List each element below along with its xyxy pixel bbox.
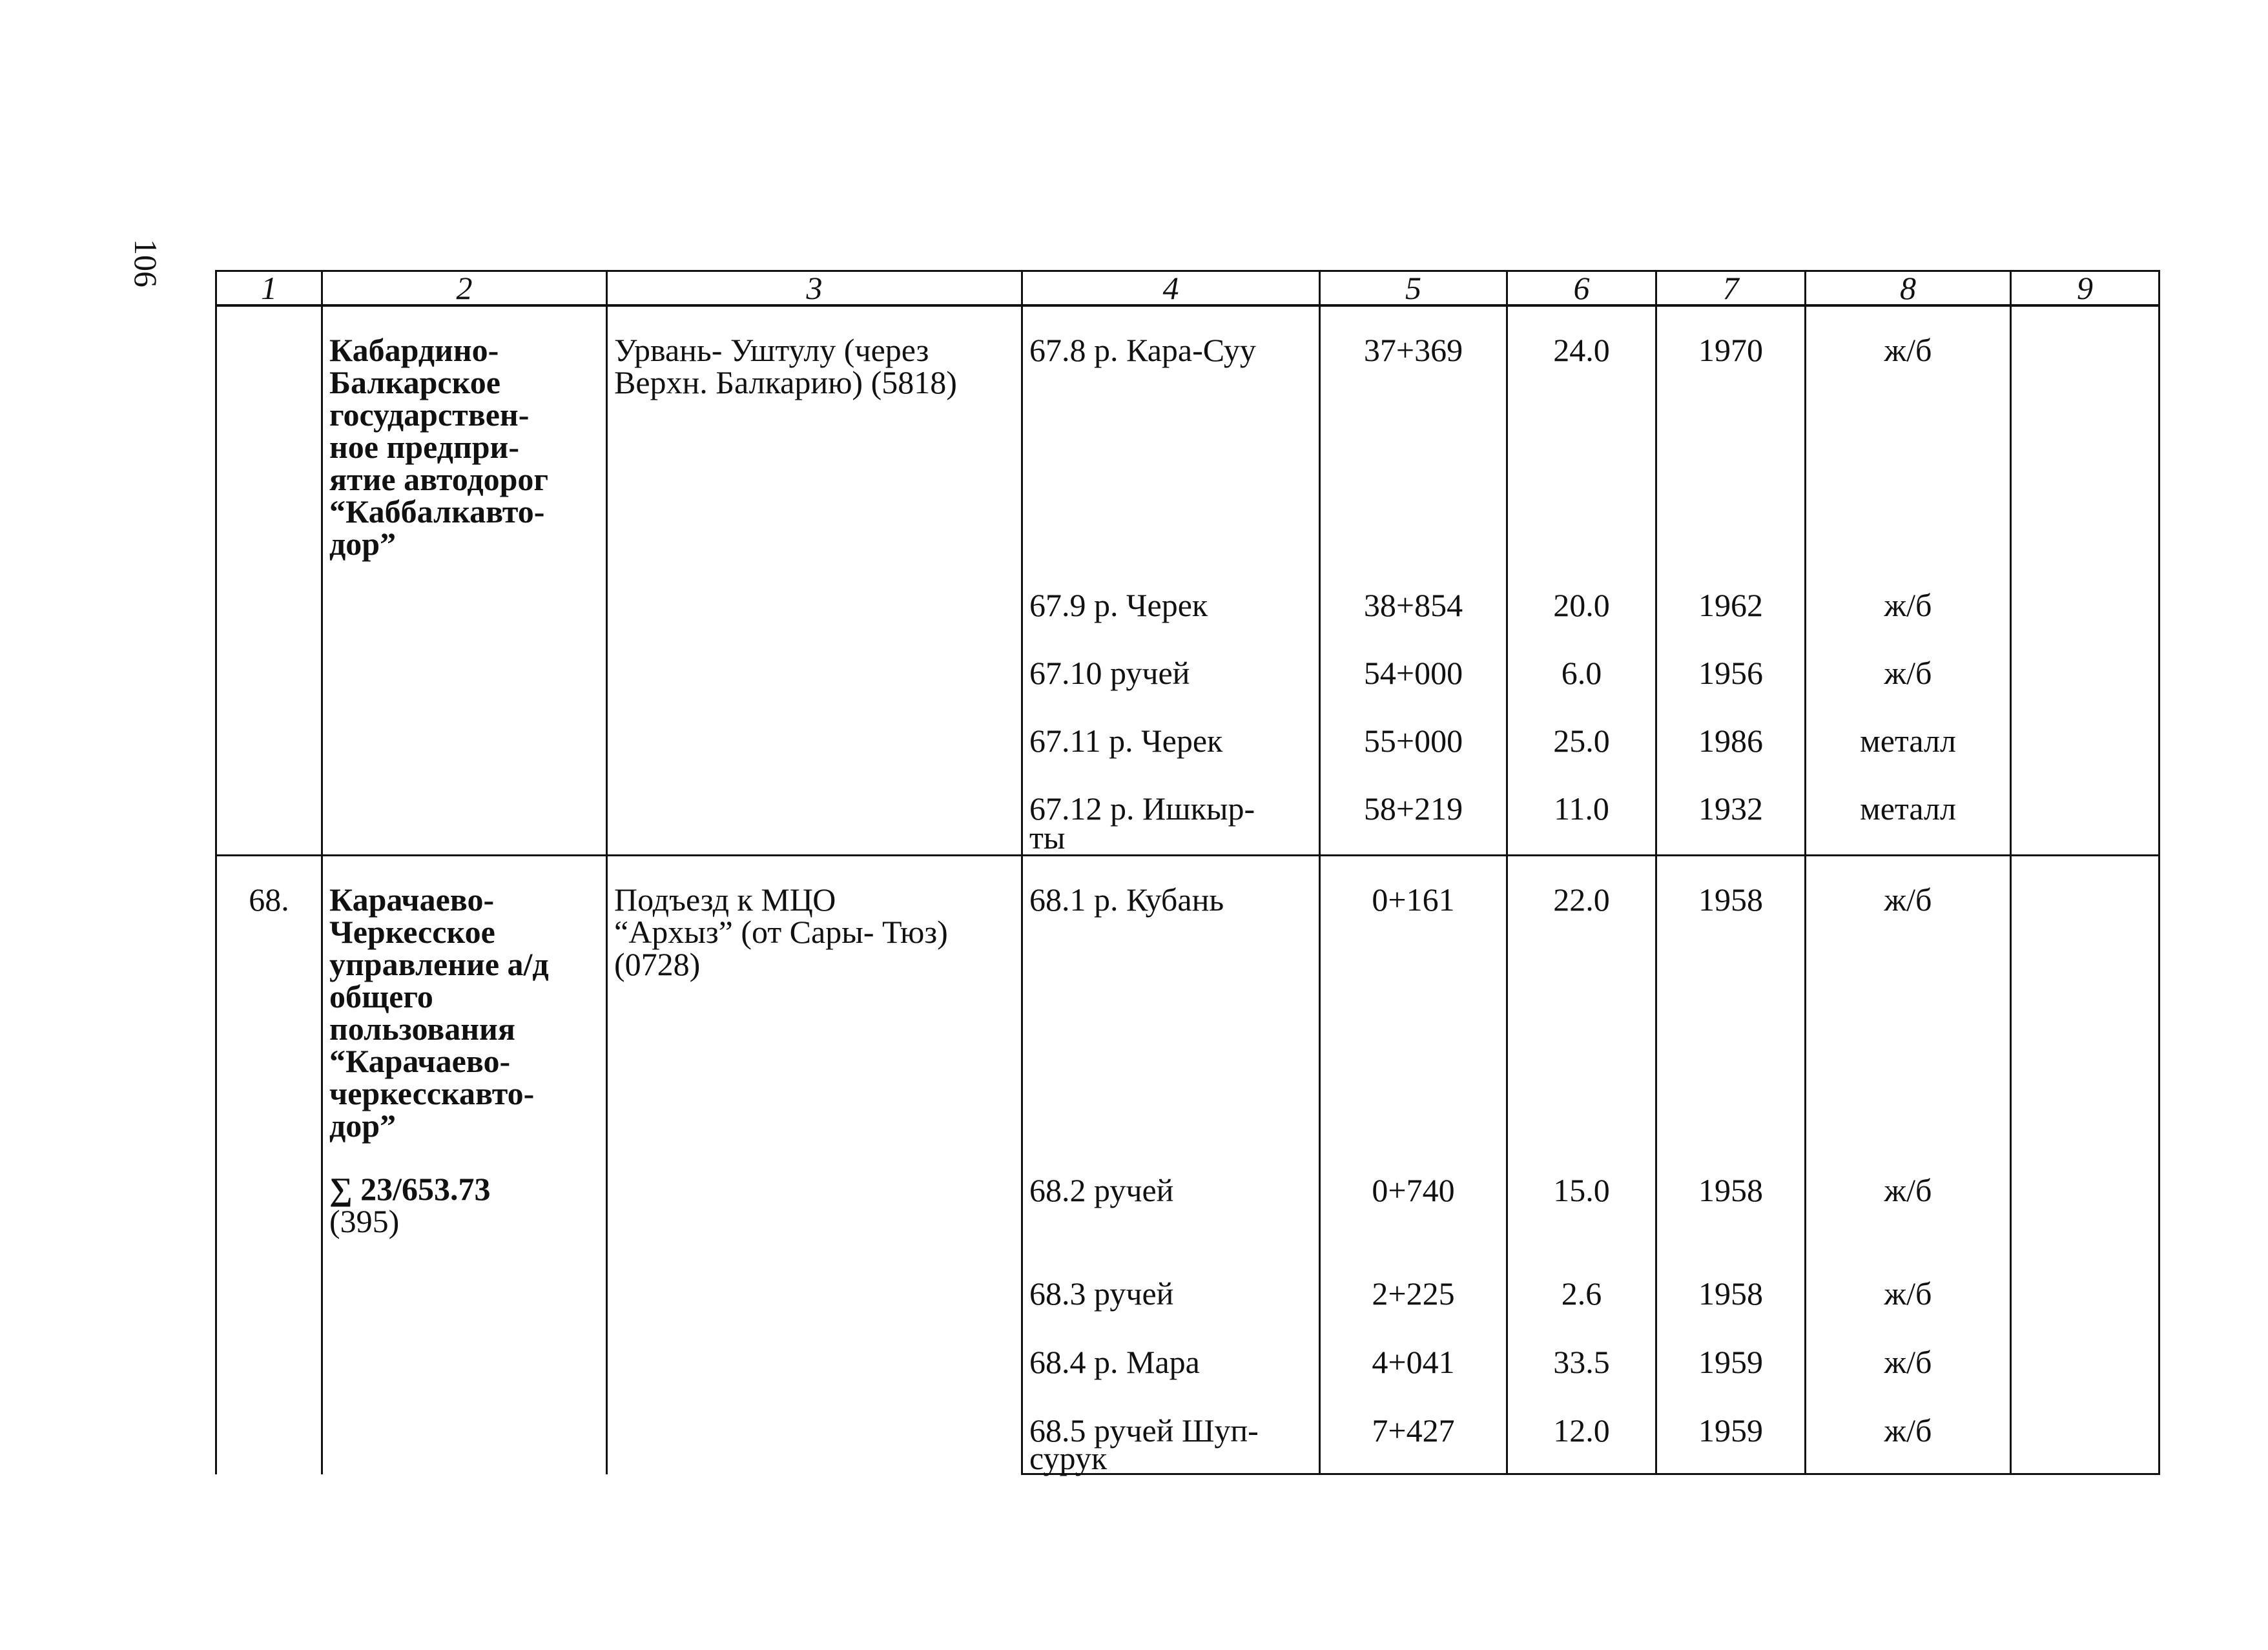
bridge-name: 67.11 р. Черек — [1022, 712, 1320, 779]
bridge-material: ж/б — [1806, 305, 2011, 576]
group-number — [216, 305, 322, 855]
bridge-col9 — [2011, 644, 2160, 712]
bridge-year: 1962 — [1656, 576, 1806, 644]
header-col-4: 4 — [1022, 271, 1320, 306]
bridge-col9 — [2011, 305, 2160, 576]
bridge-col9 — [2011, 712, 2160, 779]
bridge-col9 — [2011, 1161, 2160, 1264]
bridge-material: металл — [1806, 712, 2011, 779]
header-col-9: 9 — [2011, 271, 2160, 306]
bridge-name: 68.2 ручей — [1022, 1161, 1320, 1264]
header-col-6: 6 — [1507, 271, 1656, 306]
bridge-km: 0+161 — [1320, 855, 1507, 1161]
road-line: “Архыз” (от Сары- Тюз) — [614, 913, 948, 950]
group-number: 68. — [216, 855, 322, 1474]
bridge-length: 2.6 — [1507, 1264, 1656, 1333]
bridge-material: металл — [1806, 779, 2011, 855]
bridge-km: 2+225 — [1320, 1264, 1507, 1333]
header-col-3: 3 — [607, 271, 1022, 306]
bridge-year: 1932 — [1656, 779, 1806, 855]
bridge-col9 — [2011, 1264, 2160, 1333]
bridge-year: 1986 — [1656, 712, 1806, 779]
bridge-year: 1959 — [1656, 1401, 1806, 1474]
bridge-material: ж/б — [1806, 855, 2011, 1161]
road-cell — [607, 305, 1022, 855]
bridge-material: ж/б — [1806, 576, 2011, 644]
bridge-km: 55+000 — [1320, 712, 1507, 779]
bridge-name: 67.12 р. Ишкыр- ты — [1022, 779, 1320, 855]
bridge-length: 24.0 — [1507, 305, 1656, 576]
header-row — [216, 271, 2160, 306]
bridge-length: 33.5 — [1507, 1333, 1656, 1401]
bridge-length: 11.0 — [1507, 779, 1656, 855]
bridge-km: 0+740 — [1320, 1161, 1507, 1264]
bridge-name: 68.4 р. Мара — [1022, 1333, 1320, 1401]
road-line: (0728) — [614, 945, 701, 982]
bridge-year: 1958 — [1656, 1161, 1806, 1264]
bridge-col9 — [2011, 1333, 2160, 1401]
bridge-km: 38+854 — [1320, 576, 1507, 644]
organization-cell — [322, 855, 607, 1474]
organization-cell — [322, 305, 607, 855]
road-cell — [607, 855, 1022, 1474]
header-col-5: 5 — [1320, 271, 1507, 306]
bridge-length: 22.0 — [1507, 855, 1656, 1161]
bridge-length: 6.0 — [1507, 644, 1656, 712]
header-col-1: 1 — [216, 271, 322, 306]
bridges-table — [215, 270, 2160, 1475]
road-line: Верхн. Балкарию) (5818) — [614, 364, 957, 400]
bridge-year: 1958 — [1656, 855, 1806, 1161]
bridge-material: ж/б — [1806, 1401, 2011, 1474]
organization-summary: ∑ 23/653.73 (395) — [329, 1170, 491, 1239]
header-col-8: 8 — [1806, 271, 2011, 306]
header-col-7: 7 — [1656, 271, 1806, 306]
bridge-material: ж/б — [1806, 1333, 2011, 1401]
bridge-col9 — [2011, 855, 2160, 1161]
bridge-name: 68.3 ручей — [1022, 1264, 1320, 1333]
bridge-name: 67.10 ручей — [1022, 644, 1320, 712]
bridge-name: 68.5 ручей Шуп- сурук — [1022, 1401, 1320, 1474]
bridge-name: 67.9 р. Черек — [1022, 576, 1320, 644]
bridge-material: ж/б — [1806, 1161, 2011, 1264]
bridge-year: 1970 — [1656, 305, 1806, 576]
road-line: Подъезд к МЦО — [614, 881, 836, 918]
bridge-km: 54+000 — [1320, 644, 1507, 712]
road-line: Урвань- Уштулу (через — [614, 332, 929, 368]
bridge-year: 1959 — [1656, 1333, 1806, 1401]
bridge-length: 20.0 — [1507, 576, 1656, 644]
bridge-km: 7+427 — [1320, 1401, 1507, 1474]
bridge-length: 12.0 — [1507, 1401, 1656, 1474]
table-row — [216, 305, 2160, 576]
table-row — [216, 855, 2160, 1161]
bridge-col9 — [2011, 1401, 2160, 1474]
organization-name: Карачаево- Черкесское управление а/д общего пользования “Карачаево- черкесскавто- дор” — [329, 881, 549, 1144]
bridge-col9 — [2011, 779, 2160, 855]
bridge-year: 1956 — [1656, 644, 1806, 712]
header-col-2: 2 — [322, 271, 607, 306]
bridge-col9 — [2011, 576, 2160, 644]
bridge-year: 1958 — [1656, 1264, 1806, 1333]
organization-name: Кабардино- Балкарское государствен- ное предпри- ятие автодорог “Каббалкавто- дор” — [329, 332, 549, 562]
bridge-km: 4+041 — [1320, 1333, 1507, 1401]
bridge-name: 68.1 р. Кубань — [1022, 855, 1320, 1161]
bridge-material: ж/б — [1806, 1264, 2011, 1333]
page-number: 106 — [128, 239, 164, 287]
bridge-name: 67.8 р. Кара-Суу — [1022, 305, 1320, 576]
bridge-length: 15.0 — [1507, 1161, 1656, 1264]
bridge-km: 37+369 — [1320, 305, 1507, 576]
bridge-length: 25.0 — [1507, 712, 1656, 779]
bridge-km: 58+219 — [1320, 779, 1507, 855]
bridge-material: ж/б — [1806, 644, 2011, 712]
